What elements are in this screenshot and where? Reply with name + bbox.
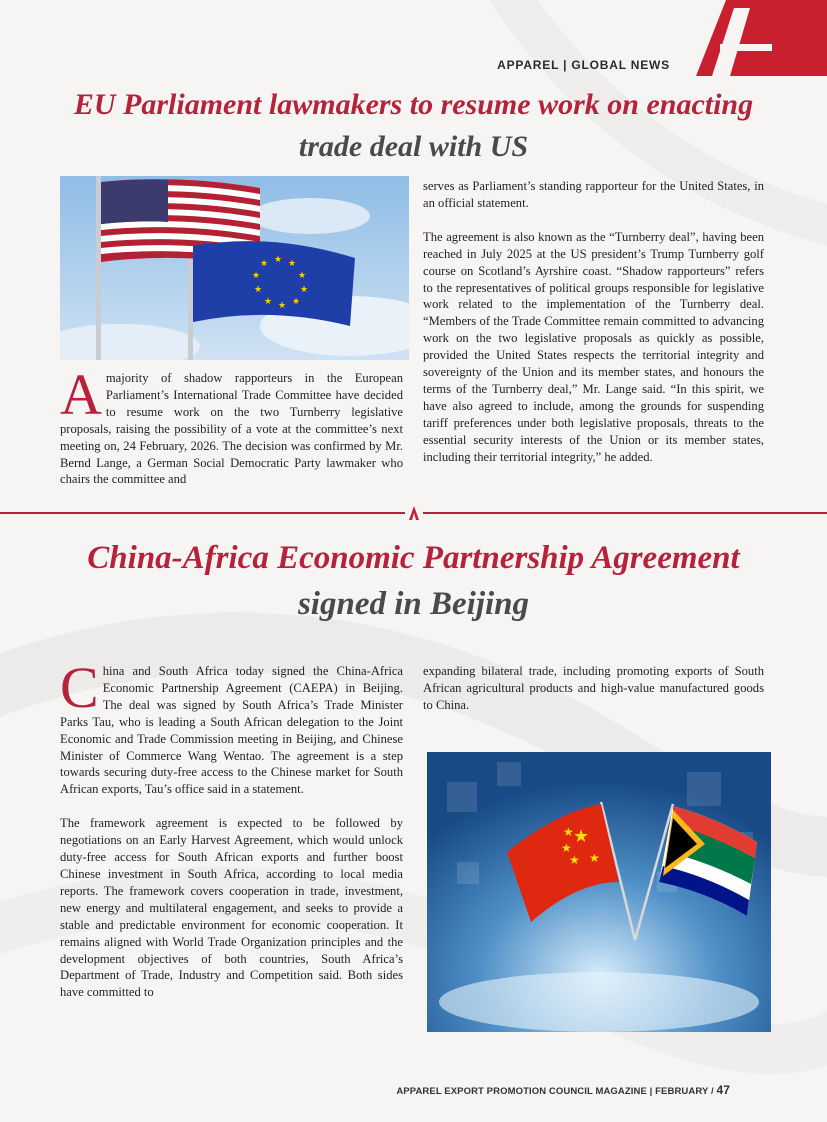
- svg-text:★: ★: [561, 841, 572, 855]
- article1-column-left: [60, 362, 403, 488]
- svg-text:★: ★: [260, 259, 269, 269]
- article2-title-line1: China-Africa Economic Partnership Agreement: [87, 540, 740, 576]
- china-south-africa-flags-image: [427, 752, 771, 1032]
- article1-paragraph-1: majority of shadow rapporteurs in the European Parliament’s International Trade Committee have decided to resume work on the two Turnberry legislative proposals, raising the possibility of a vote at the committee’s next meeting on, 24 February, 2026. The decision was confirmed by Mr. Bernd Lange, a German Social Democratic Party lawmaker who chairs the committee and: [60, 371, 403, 487]
- article2-paragraph-3: expanding bilateral trade, including promoting exports of South African agricultural products and high-value manufactured goods to China.: [423, 664, 764, 712]
- article2-paragraph-1: hina and South Africa today signed the China-Africa Economic Partnership Agreement (CAEPA) in Beijing. The deal was signed by South Africa’s Trade Minister Parks Tau, who is leading a South African delegation to the Joint Economic and Trade Commission meeting in Beijing, and Chinese Minister of Commerce Wang Wentao. The agreement is a step towards securing duty-free access to the Chinese market for South African exports, Tau’s office said in a statement.: [60, 664, 403, 797]
- us-eu-flags-image: [60, 176, 409, 360]
- svg-text:★: ★: [589, 851, 600, 865]
- article1-dropcap: A: [60, 362, 102, 427]
- article1-title-line2: trade deal with US: [298, 130, 529, 163]
- article2-column-right: [423, 663, 764, 714]
- article2-title-line2: signed in Beijing: [297, 586, 530, 622]
- svg-text:★: ★: [252, 271, 261, 281]
- svg-text:★: ★: [573, 826, 590, 847]
- article1-title-line1: EU Parliament lawmakers to resume work on enacting: [73, 88, 754, 121]
- section-label: APPAREL | GLOBAL NEWS: [497, 58, 670, 72]
- svg-text:★: ★: [264, 297, 273, 307]
- svg-text:★: ★: [569, 853, 580, 867]
- article1-paragraph-3: The agreement is also known as the “Turnberry deal”, having been reached in July 2025 at the US president’s Trump Turnberry golf course on Scotland’s Ayrshire coast. “Shadow rapporteurs” refers to the representatives of political groups responsible for legislative work related to the implementation of the Turnberry deal. “Members of the Trade Committee remain committed to advancing work on the two legislative proposals as quickly as possible, provided the United States respects the territorial integrity and sovereignty of the Union and its member states, and honours the terms of the Turnberry deal,” Mr. Lange said. “In this spirit, we have also agreed to include, among the grounds for suspending tariff preferences under both legislative proposals, threats to the essential security interests of the Union or its member states, including their territorial integrity,” he added.: [423, 229, 764, 464]
- brand-logo: [672, 0, 827, 76]
- article2-paragraph-2: The framework agreement is expected to be followed by negotiations on an Early Harvest Agreement, which would unlock duty-free access for South African exports and further boost Chinese investment in South Africa, according to local media reports. The framework covers cooperation in trade, investment, new energy and multilateral engagement, and seeks to provide a stable and predictable environment for economic cooperation. It remains aligned with World Trade Organization principles and the development objectives of both countries, South Africa’s Department of Trade, Industry and Competition said. Both sides have committed to: [60, 816, 403, 1000]
- svg-text:★: ★: [288, 259, 297, 269]
- svg-text:★: ★: [278, 301, 287, 311]
- svg-text:★: ★: [298, 271, 307, 281]
- article1-column-right: [423, 178, 764, 466]
- divider-logo-icon: [405, 505, 423, 521]
- svg-text:★: ★: [274, 255, 283, 265]
- svg-text:★: ★: [254, 285, 263, 295]
- page-footer: [300, 1083, 730, 1097]
- svg-text:★: ★: [563, 825, 574, 839]
- article2-column-left: [60, 655, 403, 1001]
- article1-paragraph-2: serves as Parliament’s standing rapporteur for the United States, in an official statement.: [423, 179, 764, 210]
- svg-text:★: ★: [300, 285, 309, 295]
- article2-dropcap: C: [60, 655, 99, 720]
- page-number: 47: [716, 1083, 730, 1097]
- svg-text:★: ★: [292, 297, 301, 307]
- footer-text: APPAREL EXPORT PROMOTION COUNCIL MAGAZINE | FEBRUARY /: [396, 1086, 717, 1097]
